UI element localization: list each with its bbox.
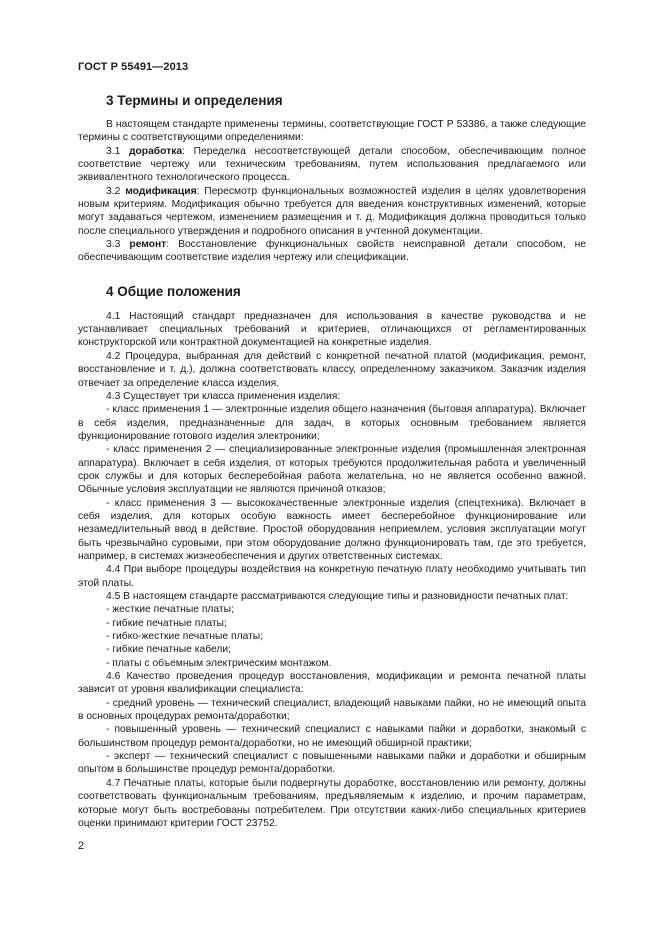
document-header: ГОСТ Р 55491—2013 [78, 61, 189, 73]
list-item: - класс применения 3 — высококачественные электронные изделия (спецтехника). Включает в себя изделия, для которых особую важность имеет бесперебойное функционирование или незамедлительный ввод в действие. Простой оборудования неприемлем, условия эксплуатации могут быть чрезвычайно суровыми, при этом оборудование должно функционировать там, где это требуется, например, в системах жизнеобеспечения и других ответственных системах. [78, 497, 586, 562]
paragraph: 4.7 Печатные платы, которые были подвергнуты доработке, восстановлению или ремонту, должны соответствовать функциональным требованиям, предъявляемым к изделию, и прочим параметрам, которые могут быть востребованы потребителем. При отсутствии каких-либо специальных критериев оценки принимают критерии ГОСТ 23752. [78, 777, 586, 829]
document-body [78, 92, 586, 830]
page-number: 2 [78, 840, 85, 852]
paragraph: 4.5 В настоящем стандарте рассматриваются следующие типы и разновидности печатных плат: [106, 591, 569, 602]
term-definition: 3.3 ремонт: Восстановление функциональных свойств неисправной детали способом, не обеспечивающим соответствие изделия чертежу или спецификации. [78, 239, 586, 264]
term-definition: 3.1 доработка: Переделка несоответствующей детали способом, обеспечивающим полное соответствие чертежу или техническим требованиям, путем использования предлагаемого или эквивалентного технологического процесса. [78, 145, 586, 184]
term-name: ремонт [129, 239, 167, 251]
paragraph: 4.3 Существует три класса применения изделия: [106, 390, 341, 402]
section-terms [78, 92, 586, 265]
paragraph: 4.6 Качество проведения процедур восстановления, модификации и ремонта печатной платы зависит от уровня квалификации специалиста: [78, 671, 586, 696]
term-name: доработка [128, 145, 183, 157]
list-item: - средний уровень — технический специалист, владеющий навыками пайки, но не имеющий опыта в основных процедурах ремонта/доработки; [78, 697, 586, 723]
list-item: - класс применения 2 — специализированные электронные изделия (промышленная электронная аппаратура). Включает в себя изделия, от которых требуются продолжительная работа и увеличенный срок службы и для которых бесперебойная работа желательна, но не является особенно важной. Обычные условия эксплуатации не являются причиной отказов; [78, 444, 586, 496]
list-item: - эксперт — технический специалист с повышенными навыками пайки и доработки и обширным опытом в большинстве процедур ремонта/доработки. [78, 751, 586, 776]
term-definition: 3.2 модификация: Пересмотр функциональных возможностей изделия в целях удовлетворения новым критериям. Модификация обычно требуется для введения конструктивных изменений, которые могут задаваться чертежом, изменением размещения и т. д. Модификация должна проводиться только после специального утверждения и подробного описания в учтенной документации. [78, 185, 586, 237]
list-item: - повышенный уровень — технический специалист с навыками пайки и доработки, знакомый с большинством процедур ремонта/доработки, но не имеющий обширной практики; [78, 724, 586, 749]
section-intro: В настоящем стандарте применены термины, соответствующие ГОСТ Р 53386, а также следующие термины с соответствующими определениями: [78, 119, 586, 144]
list-item: - жесткие печатные платы; [106, 604, 234, 616]
list-item: - платы с объемным электрическим монтажом. [106, 657, 332, 669]
term-name: модификация [125, 185, 197, 197]
paragraph: 4.4 При выборе процедуры воздействия на конкретную печатную плату необходимо учитывать тип этой платы. [78, 564, 586, 589]
section-general [78, 283, 586, 830]
paragraph: 4.1 Настоящий стандарт предназначен для использования в качестве руководства и не устанавливает специальных требований и критериев, отличающихся от регламентированных конструкторской или контрактной документацией на конкретные изделия. [78, 310, 586, 349]
list-item: - гибкие печатные кабели; [106, 644, 232, 656]
section-heading: 3 Термины и определения [106, 93, 283, 108]
paragraph: 4.2 Процедура, выбранная для действий с конкретной печатной платой (модификация, ремонт, восстановление и т. д.), должна соответствовать классу, определенному заказчиком. Заказчик изделия отвечает за определение класса изделия. [78, 350, 586, 389]
list-item: - гибко-жесткие печатные платы; [106, 631, 264, 643]
list-item: - гибкие печатные платы; [106, 617, 227, 629]
list-item: - класс применения 1 — электронные изделия общего назначения (бытовая аппаратура). Включает в себя изделия, предназначенные для задач, в которых основным требованием является функционирование готового изделия электроники; [78, 404, 586, 442]
section-heading: 4 Общие положения [106, 283, 241, 299]
